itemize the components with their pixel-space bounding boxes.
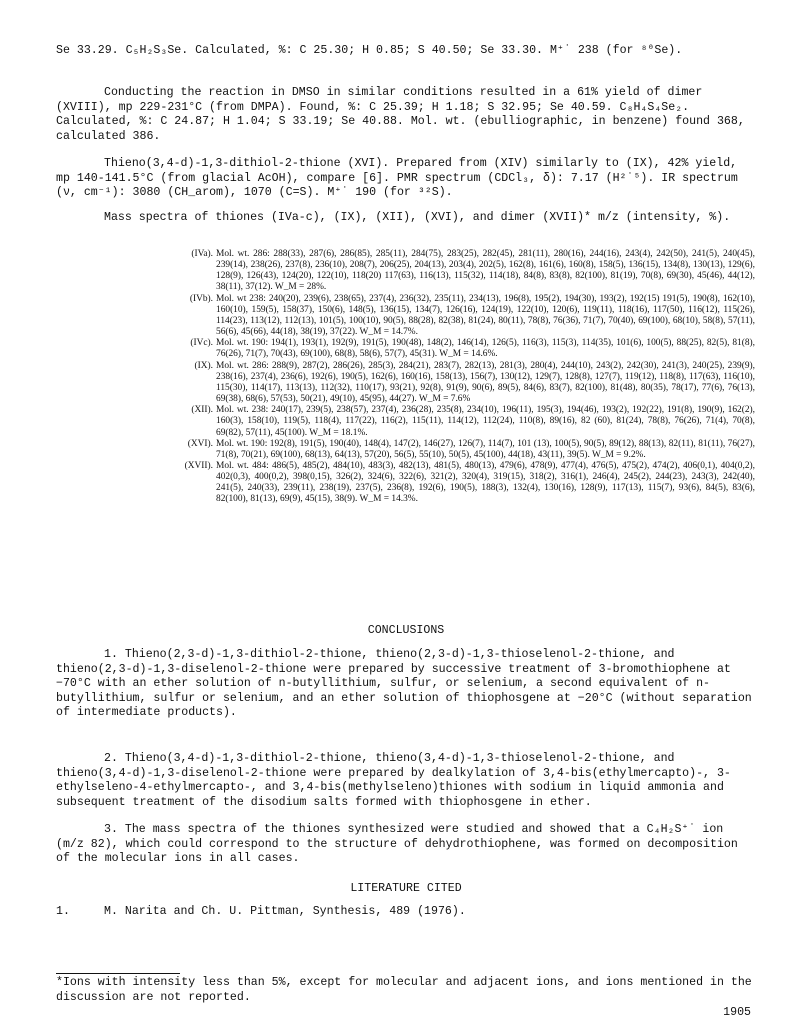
literature-heading: LITERATURE CITED bbox=[350, 882, 462, 895]
mass-spectrum-entry bbox=[165, 294, 755, 339]
mass-spectrum-entry bbox=[165, 361, 755, 406]
reference-number: 1. bbox=[56, 905, 70, 918]
reference-text: M. Narita and Ch. U. Pittman, Synthesis, 489 (1976). bbox=[104, 905, 466, 918]
conclusion-2: 2. Thieno(3,4-d)-1,3-dithiol-2-thione, thieno(3,4-d)-1,3-thioselenol-2-thione, and thieno(3,4-d)-1,3-diselenol-2-thione were prepared by dealkylation of 3,4-bis(ethylmercapto)-, 3-ethylseleno-4-ethylmercapto-, and 3,4-bis(methylseleno)thiones with sodium in liquid ammonia and subsequent treatment of the disodium salts formed with thiophosgene in ether. bbox=[56, 752, 731, 809]
compound-label: (IVb). bbox=[189, 293, 213, 304]
mass-spectrum-data: Mol. wt. 238: 240(17), 239(5), 238(57), 237(4), 236(28), 235(8), 234(10), 196(11), 195(3), 194(46), 193(2), 192(22), 191(8), 190(9), 162(2), 160(3), 158(10), 119(5), 118(4), 117(22), 116(2), 115(11), 114(12), 112(24), 110(8), 89(16), 82 (60), 81(24), 78(8), 76(26), 71(4), 70(8), 69(82), 57(11), 45(100). W_M = 18.1%. bbox=[216, 405, 755, 438]
mass-spectrum-data: Mol. wt. 286: 288(33), 287(6), 286(85), 285(11), 284(75), 283(25), 282(45), 281(11), 280(16), 244(16), 243(4), 242(50), 241(5), 240(45), 239(14), 238(26), 237(8), 236(10), 208(7), 206(25), 204(13), 203(4), 202(5), 162(8), 161(6), 160(8), 158(5), 136(15), 134(8), 130(13), 129(6), 128(9), 126(43), 124(20), 122(10), 118(20) 117(63), 116(13), 115(32), 114(18), 84(8), 83(8), 82(100), 81(19), 70(8), 69(30), 45(46), 44(12), 38(11), 37(12). W_M = 28%. bbox=[216, 249, 755, 293]
reference-item bbox=[56, 905, 756, 920]
intro-paragraph-2: Conducting the reaction in DMSO in similar conditions resulted in a 61% yield of dimer (XVIII), mp 229-231°C (from DMPA). Found, %: C 25.39; H 1.18; S 32.95; Se 40.59. C₈H₄S₄Se₂. Calculated, %: C 24.87; H 1.04; S 33.19; Se 40.88. Mol. wt. (ebulliographic, in benzene) found 368, calculated 386. bbox=[56, 86, 745, 143]
mass-spectrum-data: Mol. wt. 190: 192(8), 191(5), 190(40), 148(4), 147(2), 146(27), 126(7), 114(7), 101 (13), 100(5), 90(5), 89(12), 88(13), 82(11), 81(11), 76(27), 71(8), 70(21), 69(100), 68(13), 64(13), 57(20), 56(5), 55(10), 50(5), 45(100), 44(18), 43(11), 39(5). W_M = 9.2%. bbox=[216, 438, 755, 460]
mass-spectrum-data: Mol. wt. 286: 288(9), 287(2), 286(26), 285(3), 284(21), 283(7), 282(13), 281(3), 280(4), 244(10), 243(2), 242(30), 241(3), 240(25), 239(9), 238(16), 237(4), 236(6), 192(6), 190(5), 162(6), 160(16), 158(13), 156(7), 130(12), 129(7), 128(8), 127(7), 119(12), 118(8), 117(63), 116(10), 115(30), 114(17), 113(13), 112(32), 110(17), 93(21), 92(8), 91(9), 90(6), 89(5), 84(6), 83(7), 82(100), 81(48), 80(35), 78(17), 77(6), 76(13), 69(38), 68(6), 57(53), 50(21), 49(10), 45(95), 44(27). W_M = 7.6% bbox=[216, 360, 755, 405]
mass-spectrum-data: Mol. wt. 484: 486(5), 485(2), 484(10), 483(3), 482(13), 481(5), 480(13), 479(6), 478(9), 477(4), 476(5), 475(2), 474(2), 406(0,1), 404(0,2), 402(0,3), 400(0,2), 398(0,15), 326(2), 324(6), 322(6), 321(2), 320(4), 319(15), 318(2), 316(1), 246(4), 245(2), 244(23), 243(3), 242(40), 241(5), 240(33), 239(11), 238(19), 237(5), 236(8), 192(6), 190(5), 188(3), 132(4), 130(16), 128(9), 117(13), 115(7), 93(6), 84(5), 83(6), 82(100), 81(13), 69(9), 45(15), 38(9). W_M = 14.3%. bbox=[216, 460, 755, 505]
intro-paragraph-1: Se 33.29. C₅H₂S₃Se. Calculated, %: C 25.30; H 0.85; S 40.50; Se 33.30. M⁺˙ 238 (for ⁸⁰Se). bbox=[56, 44, 683, 57]
compound-label: (XII). bbox=[191, 405, 213, 416]
mass-spectrum-entry bbox=[165, 249, 755, 294]
mass-spectrum-entry bbox=[165, 439, 755, 461]
intro-paragraph-4: Mass spectra of thiones (IVa-c), (IX), (XII), (XVI), and dimer (XVII)* m/z (intensity, %). bbox=[104, 211, 731, 224]
mass-spectra-list bbox=[165, 249, 755, 506]
compound-label: (IVa). bbox=[191, 249, 213, 259]
compound-label: (XVII). bbox=[184, 460, 213, 471]
mass-spectrum-entry bbox=[165, 405, 755, 438]
conclusion-1: 1. Thieno(2,3-d)-1,3-dithiol-2-thione, thieno(2,3-d)-1,3-thioselenol-2-thione, and thieno(2,3-d)-1,3-diselenol-2-thione were prepared by successive treatment of 3-bromothiophene at −70°C with an ether solution of n-butyllithium, sulfur, or selenium, a second equivalent of n-butyllithium, sulfur or selenium, and an ether solution of thiophosgene at −20°C (without separation of intermediate products). bbox=[56, 648, 752, 720]
conclusion-3: 3. The mass spectra of the thiones synthesized were studied and showed that a C₄H₂S⁺˙ ion (m/z 82), which could correspond to the structure of dehydrothiophene, was formed on decomposition of the molecular ions in all cases. bbox=[56, 823, 738, 866]
mass-spectrum-data: Mol. wt. 190: 194(1), 193(1), 192(9), 191(5), 190(48), 148(2), 146(14), 126(5), 116(3), 115(3), 114(35), 101(6), 100(5), 88(25), 82(5), 81(8), 76(26), 71(7), 70(43), 69(100), 68(8), 58(6), 57(7), 45(31). W_M = 14.6%. bbox=[216, 338, 755, 360]
mass-spectrum-entry bbox=[165, 338, 755, 360]
conclusions-heading: CONCLUSIONS bbox=[367, 624, 445, 637]
footnote: *Ions with intensity less than 5%, except for molecular and adjacent ions, and ions mentioned in the discussion are not reported. bbox=[56, 976, 752, 1004]
intro-paragraph-3: Thieno(3,4-d)-1,3-dithiol-2-thione (XVI). Prepared from (XIV) similarly to (IX), 42% yield, mp 140-141.5°C (from glacial AcOH), compare [6]. PMR spectrum (CDCl₃, δ): 7.17 (H²˙⁵). IR spectrum (ν, cm⁻¹): 3080 (CH_arom), 1070 (C=S). M⁺˙ 190 (for ³²S). bbox=[56, 157, 738, 200]
mass-spectrum-entry bbox=[165, 461, 755, 506]
compound-label: (IVc). bbox=[190, 338, 213, 349]
page-number: 1905 bbox=[723, 1006, 751, 1019]
compound-label: (IX). bbox=[194, 360, 213, 371]
footnote-divider bbox=[56, 973, 180, 974]
mass-spectrum-data: Mol. wt 238: 240(20), 239(6), 238(65), 237(4), 236(32), 235(11), 234(13), 196(8), 195(2), 194(30), 193(2), 192(15) 191(5), 190(8), 162(10), 160(10), 159(5), 158(37), 150(6), 148(5), 136(15), 134(7), 126(16), 124(19), 122(10), 120(6), 119(11), 118(16), 117(50), 116(12), 115(26), 114(23), 113(12), 112(13), 101(5), 100(10), 90(5), 88(28), 82(38), 81(24), 80(11), 78(8), 76(36), 71(7), 70(40), 69(100), 68(10), 58(8), 57(11), 56(6), 45(66), 44(18), 38(19), 37(22). W_M = 14.7%. bbox=[216, 293, 755, 338]
compound-label: (XVI). bbox=[187, 438, 213, 449]
